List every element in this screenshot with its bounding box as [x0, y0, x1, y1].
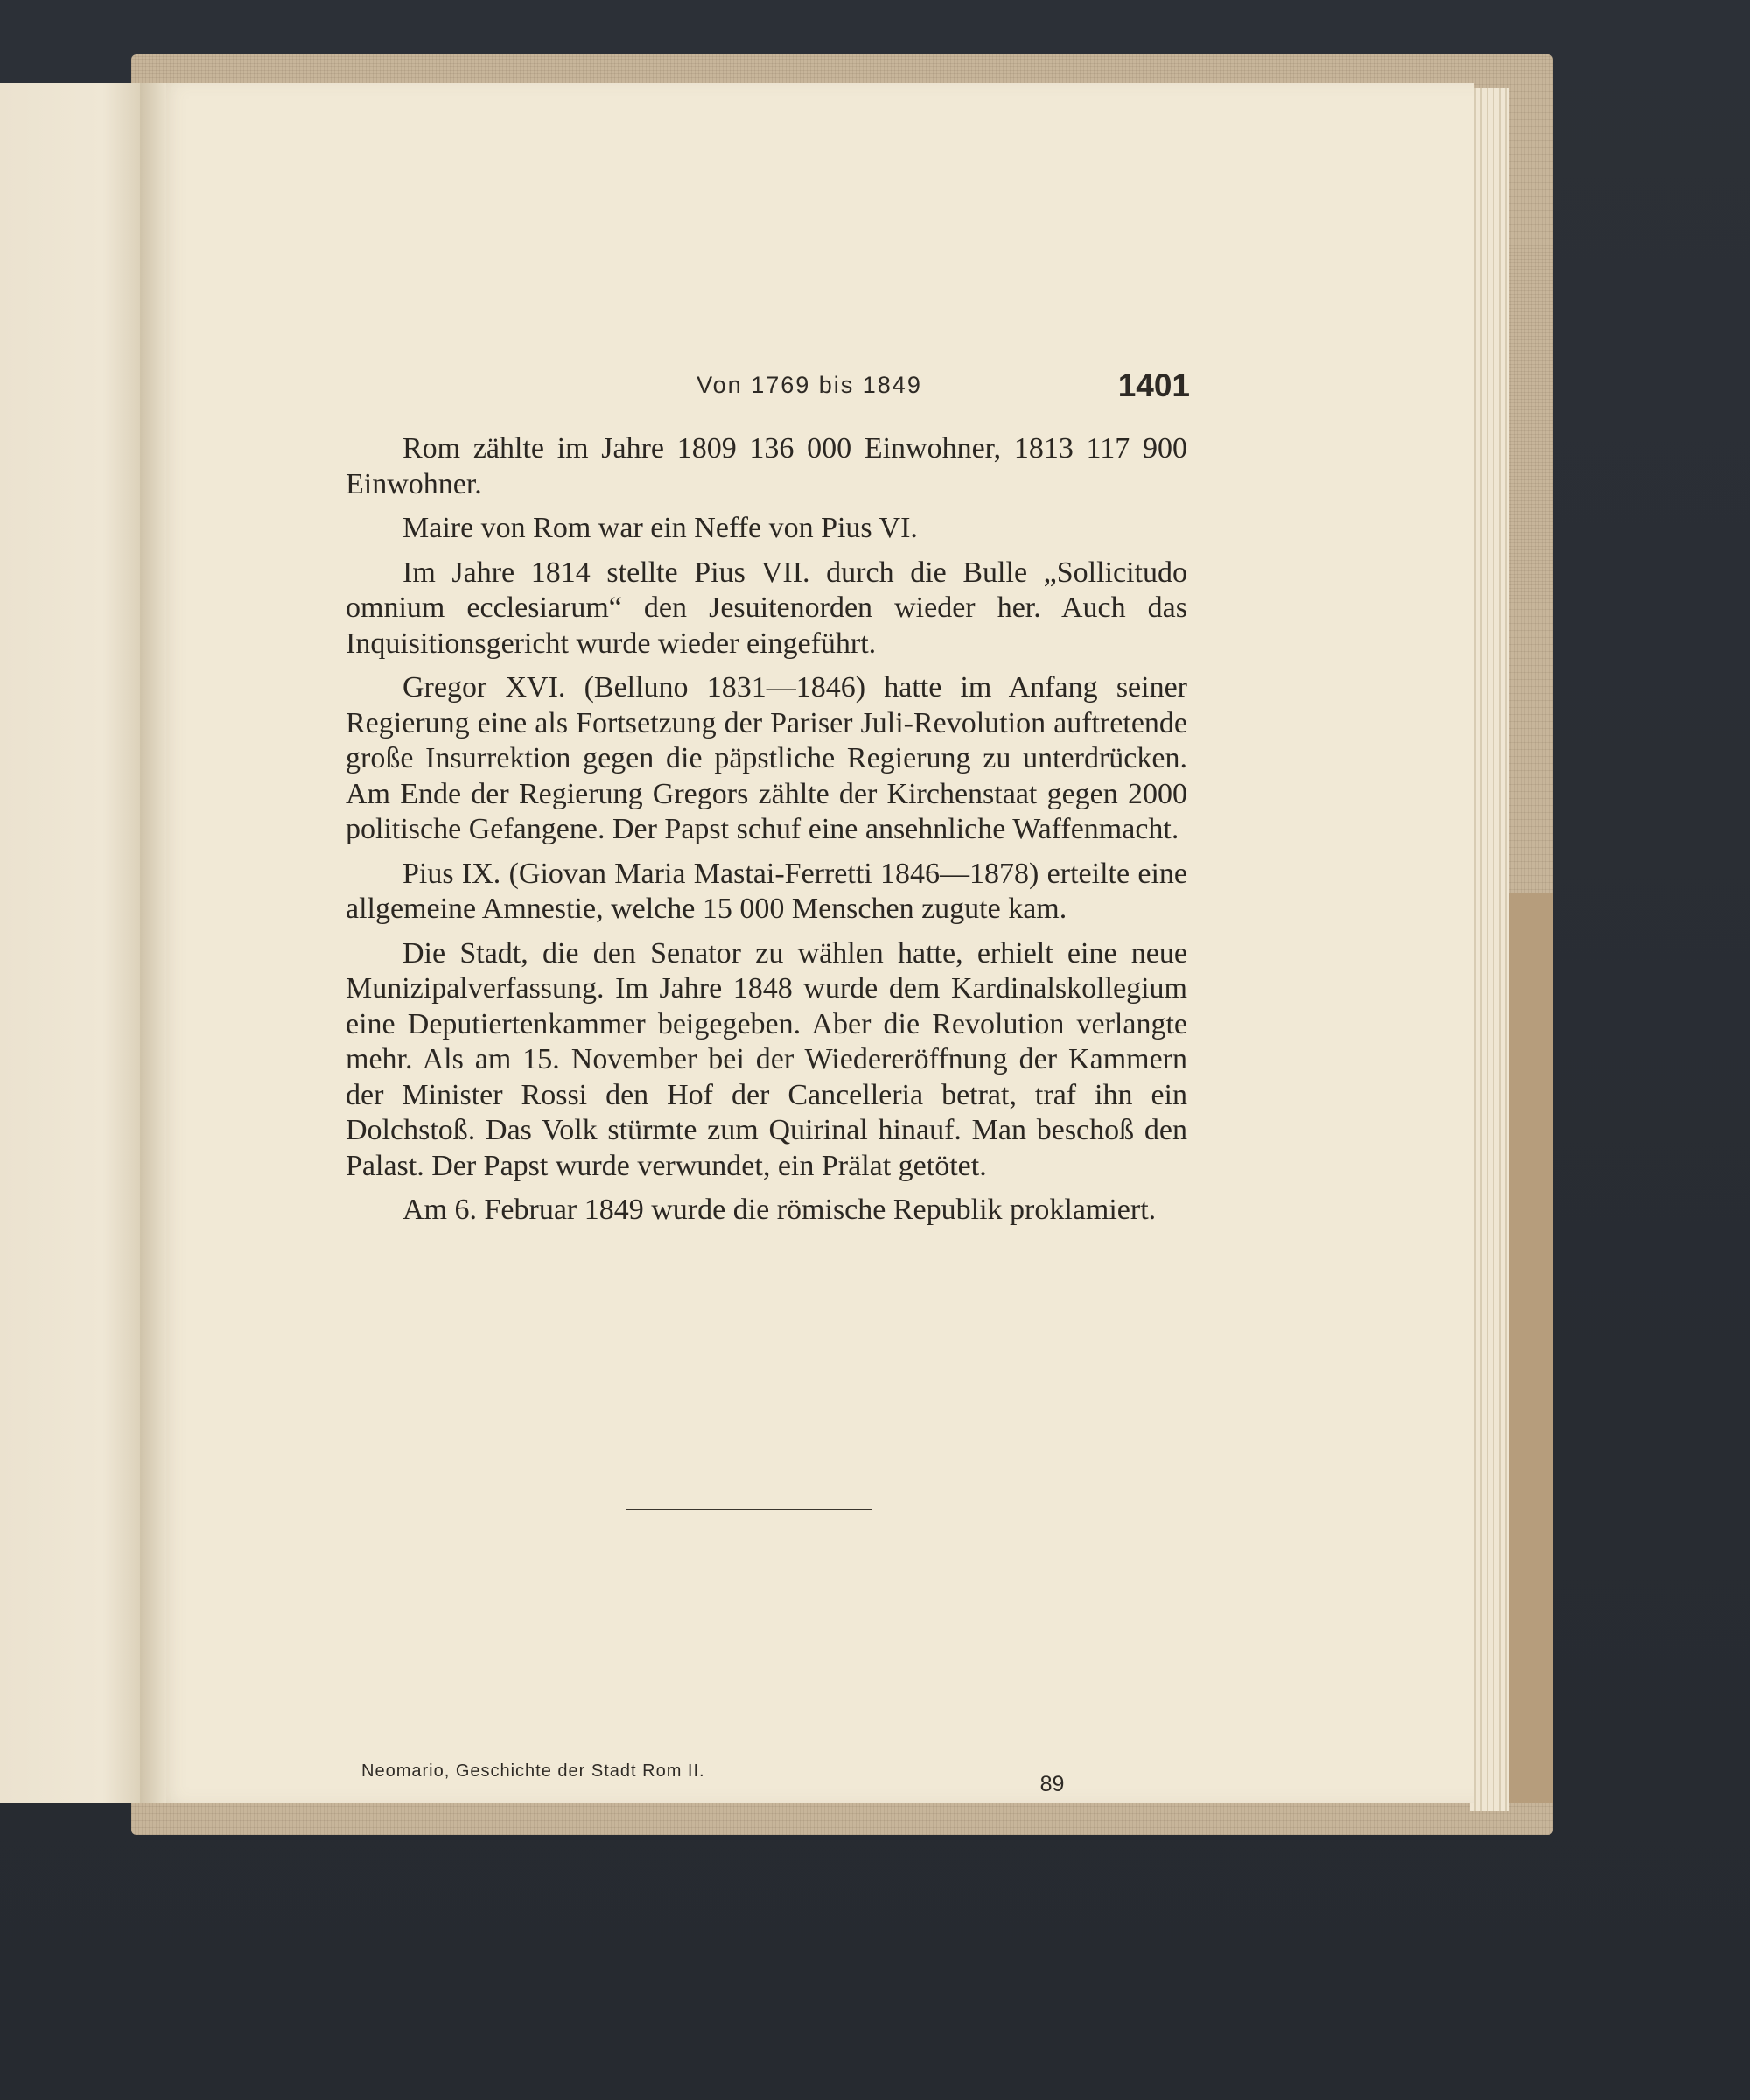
page-gutter [140, 83, 166, 1802]
footer-sheet-number: 89 [1040, 1772, 1065, 1796]
paragraph: Rom zählte im Jahre 1809 136 000 Einwohner, 1813 117 900 Einwohner. [346, 432, 1187, 500]
body-text [346, 431, 1187, 1237]
page-stack-edge [1470, 88, 1509, 1811]
paragraph: Im Jahre 1814 stellte Pius VII. durch die Bulle „Sollicitudo omnium ecclesiarum“ den Jesuitenorden wieder her. Auch das Inquisitionsgericht wurde wieder eingeführt. [346, 556, 1187, 660]
paragraph: Die Stadt, die den Senator zu wählen hatte, erhielt eine neue Munizipalverfassung. Im Jahre 1848 wurde dem Kardinalskollegium eine Deputiertenkammer beigegeben. Aber die Revolution verlangte mehr. Als am 15. November bei der Wiedereröffnung der Kammern der Minister Rossi den Hof der Cancelleria betrat, traf ihn ein Dolchstoß. Das Volk stürmte zum Quirinal hinauf. Man beschoß den Palast. Der Papst wurde verwundet, ein Prälat getötet. [346, 936, 1187, 1182]
book-cover-edge [1509, 892, 1553, 1802]
paragraph: Maire von Rom war ein Neffe von Pius VI. [402, 512, 918, 544]
section-end-rule [626, 1508, 872, 1510]
paragraph: Gregor XVI. (Belluno 1831—1846) hatte im Anfang seiner Regierung eine als Fortsetzung der Pariser Juli-Revolution auftretende große Insurrektion gegen die päpstliche Regierung zu unterdrücken. Am Ende der Regierung Gregors zählte der Kirchenstaat gegen 2000 politische Gefangene. Der Papst schuf eine ansehnliche Waffenmacht. [346, 671, 1187, 845]
paragraph: Pius IX. (Giovan Maria Mastai-Ferretti 1846—1878) erteilte eine allgemeine Amnestie, welche 15 000 Menschen zugute kam. [346, 857, 1187, 925]
book-page [158, 83, 1474, 1802]
page-number: 1401 [1117, 368, 1190, 403]
footer-signature: Neomario, Geschichte der Stadt Rom II. [361, 1761, 705, 1781]
left-page-edge [0, 83, 147, 1802]
paragraph: Am 6. Februar 1849 wurde die römische Republik proklamiert. [402, 1194, 1157, 1226]
running-head-title: Von 1769 bis 1849 [696, 372, 922, 398]
running-head [158, 368, 1474, 424]
